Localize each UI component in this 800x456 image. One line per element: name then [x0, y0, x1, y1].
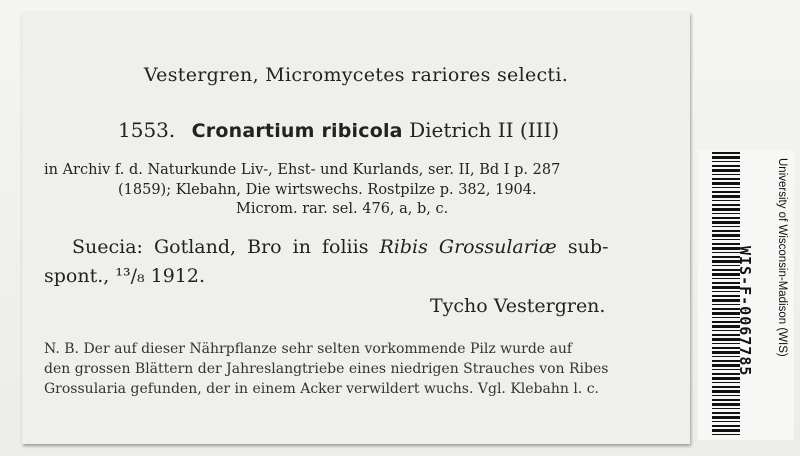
collector-name: Tycho Vestergren.: [430, 295, 606, 317]
host-name: Ribis Grossulariæ: [379, 236, 557, 258]
citation-line-2: (1859); Klebahn, Die wirtswechs. Rostpilze p. 382, 1904.: [118, 182, 537, 198]
institution-name: University of Wisconsin-Madison (WIS): [776, 158, 788, 357]
taxon-name: Cronartium ribicola: [191, 120, 403, 142]
exsiccata-number: 1553.: [118, 118, 176, 142]
locality-line-1: [72, 236, 608, 258]
locality-text: Suecia: Gotland, Bro in foliis: [72, 236, 369, 258]
locality-line-2: spont., ¹³/₈ 1912.: [44, 265, 206, 287]
barcode-id: WIS-F-0067785: [736, 246, 754, 377]
note-line-2: den grossen Blättern der Jahreslangtriebe eines niedrigen Strauches von Ribes: [44, 361, 609, 377]
note-line-3: Grossularia gefunden, der in einem Acker verwildert wuchs. Vgl. Klebahn l. c.: [44, 381, 600, 397]
barcode-label: [698, 150, 794, 440]
taxon-author: Dietrich II (III): [409, 118, 560, 142]
note-line-1: N. B. Der auf dieser Nährpflanze sehr selten vorkommende Pilz wurde auf: [44, 341, 573, 357]
specimen-label: [22, 12, 690, 444]
citation-line-3: Microm. rar. sel. 476, a, b, c.: [236, 201, 449, 217]
locality-continuation: sub-: [567, 236, 609, 258]
taxon-title: [118, 118, 559, 142]
series-header: Vestergren, Micromycetes rariores selecti.: [143, 64, 569, 86]
citation-line-1: in Archiv f. d. Naturkunde Liv-, Ehst- und Kurlands, ser. II, Bd I p. 287: [44, 162, 561, 178]
